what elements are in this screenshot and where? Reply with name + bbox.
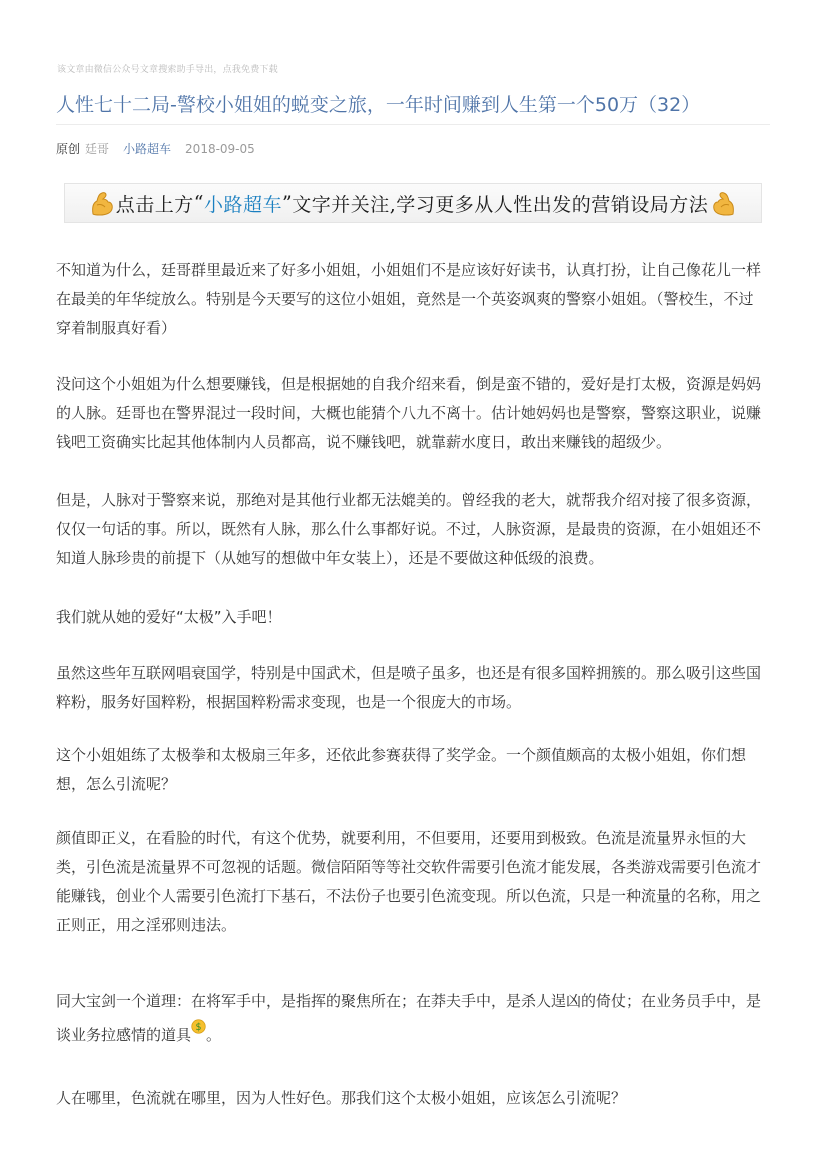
banner-suffix: 文字并关注,学习更多从人性出发的营销设局方法 bbox=[292, 193, 709, 216]
account-link[interactable]: 小路超车 bbox=[123, 142, 172, 156]
title-divider bbox=[56, 124, 770, 125]
paragraph-4: 我们就从她的爱好“太极”入手吧！ bbox=[56, 608, 282, 626]
flexed-arm-icon bbox=[712, 190, 736, 216]
paragraph-3: 但是，人脉对于警察来说，那绝对是其他行业都无法媲美的。曾经我的老大，就帮我介绍对接了很多资源，仅仅一句话的事。所以，既然有人脉，那么什么事都好说。不过，人脉资源，是最贵的资源，在小姐姐还不知道人脉珍贵的前提下（从她写的想做中年女装上），还是不要做这种低级的浪费。 bbox=[56, 491, 762, 567]
flexed-arm-icon bbox=[90, 190, 114, 216]
publish-date: 2018-09-05 bbox=[185, 142, 255, 156]
paragraph-8-text: 同大宝剑一个道理：在将军手中，是指挥的聚焦所在；在莽夫手中，是杀人逞凶的倚仗；在业务员手中，是谈业务拉感情的道具 bbox=[56, 992, 762, 1044]
paragraph-7: 颜值即正义，在看脸的时代，有这个优势，就要利用，不但要用，还要用到极致。色流是流量界永恒的大类，引色流是流量界不可忽视的话题。微信陌陌等等社交软件需要引色流才能发展，各类游戏需要引色流才能赚钱，创业个人需要引色流打下基石，不法份子也要引色流变现。所以色流，只是一种流量的名称，用之正则正，用之淫邪则违法。 bbox=[56, 829, 762, 934]
paragraph-9: 人在哪里，色流就在哪里，因为人性好色。那我们这个太极小姐姐，应该怎么引流呢？ bbox=[56, 1089, 627, 1107]
money-mouth-emoji-icon bbox=[191, 1019, 206, 1034]
article-meta bbox=[56, 140, 255, 158]
banner-account-highlight[interactable]: 小路超车 bbox=[203, 193, 282, 216]
svg-text:$: $ bbox=[195, 1021, 202, 1033]
author-name: 廷哥 bbox=[85, 142, 110, 156]
paragraph-6: 这个小姐姐练了太极拳和太极扇三年多，还依此参赛获得了奖学金。一个颜值颇高的太极小姐姐，你们想想，怎么引流呢？ bbox=[56, 746, 747, 793]
original-label: 原创 bbox=[56, 142, 81, 156]
follow-banner bbox=[64, 183, 762, 223]
paragraph-5: 虽然这些年互联网唱衰国学，特别是中国武术，但是喷子虽多，也还是有很多国粹拥簇的。那么吸引这些国粹粉，服务好国粹粉，根据国粹粉需求变现，也是一个很庞大的市场。 bbox=[56, 664, 762, 711]
banner-prefix: 点击上方 bbox=[115, 193, 194, 216]
article-title: 人性七十二局-警校小姐姐的蜕变之旅，一年时间赚到人生第一个50万（32） bbox=[56, 94, 701, 116]
export-note-link[interactable]: 该文章由微信公众号文章搜索助手导出，点我免费下载 bbox=[57, 65, 278, 75]
paragraph-2: 没问这个小姐姐为什么想要赚钱，但是根据她的自我介绍来看，倒是蛮不错的，爱好是打太极，资源是妈妈的人脉。廷哥也在警界混过一段时间，大概也能猜个八九不离十。估计她妈妈也是警察，警察这职业，说赚钱吧工资确实比起其他体制内人员都高，说不赚钱吧，就靠薪水度日，敢出来赚钱的超级少。 bbox=[56, 375, 762, 451]
banner-open-quote: “ bbox=[193, 192, 204, 214]
paragraph-8 bbox=[56, 984, 768, 1052]
paragraph-8-end: 。 bbox=[206, 1026, 222, 1044]
paragraph-1: 不知道为什么，廷哥群里最近来了好多小姐姐，小姐姐们不是应该好好读书，认真打扮，让自己像花儿一样在最美的年华绽放么。特别是今天要写的这位小姐姐，竟然是一个英姿飒爽的警察小姐姐。（警校生，不过穿着制服真好看） bbox=[56, 261, 762, 337]
banner-close-quote: ” bbox=[281, 192, 293, 214]
